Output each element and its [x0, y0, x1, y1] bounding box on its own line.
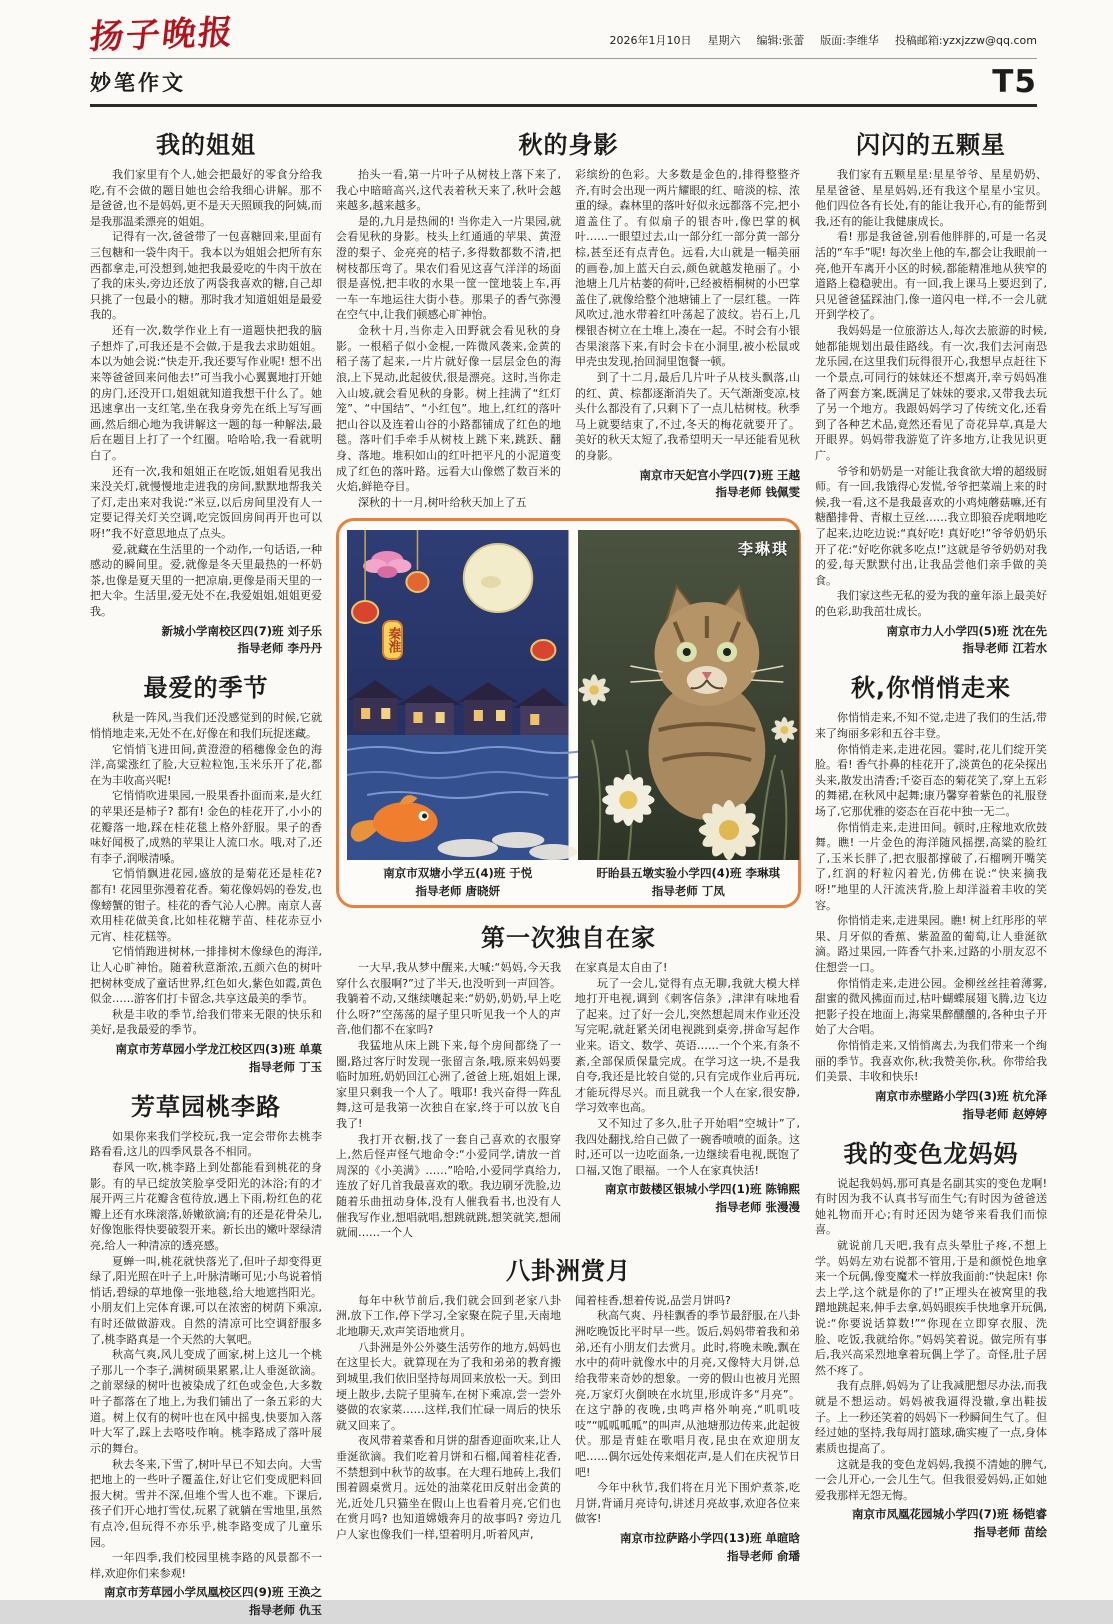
byline-chameleon-mom — [815, 1506, 1047, 1542]
byline-teacher: 指导老师 赵婷婷 — [962, 1106, 1047, 1121]
essay-five-stars — [815, 125, 1047, 658]
byline-autumn-quietly — [815, 1088, 1047, 1124]
artwork-lantern-scene — [347, 530, 569, 860]
artwork-cat-scene — [578, 530, 800, 860]
artwork-cat-caption — [578, 865, 800, 900]
byline-author: 南京市鼓楼区银城小学四(1)班 陈锦熙 — [604, 1182, 800, 1197]
essay-title-moon-viewing: 八卦洲赏月 — [506, 1256, 631, 1285]
artwork-caption-teacher: 指导老师 丁凤 — [651, 883, 725, 898]
byline-teacher: 指导老师 钱佩雯 — [715, 485, 800, 500]
dateline-layout: 版面:李维华 — [820, 34, 879, 47]
byline-teacher: 指导老师 仇玉 — [248, 1603, 322, 1618]
autumn-figure-col2-wrap — [575, 167, 800, 510]
section-row — [90, 59, 1037, 104]
byline-author: 南京市力人小学四(5)班 沈在先 — [886, 623, 1047, 638]
moon-rabbit — [481, 576, 501, 588]
artwork-caption-teacher: 指导老师 唐晓妍 — [415, 883, 500, 898]
dateline-weekday: 星期六 — [707, 34, 741, 47]
byline-autumn-figure — [575, 467, 800, 503]
artist-name-label: 李琳琪 — [737, 540, 789, 559]
middle-column — [336, 115, 801, 1624]
byline-teacher: 指导老师 苗绘 — [973, 1525, 1047, 1540]
byline-teacher: 指导老师 江若水 — [962, 641, 1047, 656]
essay-body-favorite-season: 秋是一阵风,当我们还没感觉到的时候,它就悄悄地走来,无处不在,好像在和我们玩捉迷藏。 它悄悄飞进田间,黄澄澄的稻穗像金色的海洋,高粱涨红了脸,大豆粒粒饱,玉米乐开了花,都在为丰收高兴呢! 它悄悄吹进果园,一股果香扑面而来,是火红的苹果还是柿子? 都有! 金色的桂花开了,小小的花瓣落一地,踩在桂花毯上格外舒服。果子的香味好闻极了,成熟的苹果让人流口水。哦,对了,还有李子,润喉清嗓。 它悄悄飘进花园,盛放的是菊花还是桂花? 都有! 花园里弥漫着花香。菊花像妈妈的卷发,也像螃蟹的钳子。桂花的香气沁人心脾。南京人喜欢用桂花做美食,比如桂花糖芋苗、桂花赤豆小元宵、桂花糕等。 它悄悄跑进树林,一排排树木像绿色的海洋,让人心旷神怡。随着秋意渐浓,五颜六色的树叶把树林变成了童话世界,红色如火,紫色如霞,黄色似金……游客们打卡留念,共享这最美的季节。 秋是丰收的季节,给我们带来无限的快乐和美好,是我最爱的季节。 — [90, 711, 322, 1037]
byline-author: 南京市凤凰花园城小学四(7)班 杨铠睿 — [851, 1507, 1047, 1522]
header-divider-thick — [90, 104, 1037, 107]
artwork-lantern — [347, 530, 569, 900]
header — [87, 10, 1037, 58]
essay-autumn-quietly — [815, 668, 1047, 1123]
byline-my-sister — [90, 623, 322, 659]
essay-chameleon-mom — [815, 1134, 1047, 1542]
essay-title-favorite-season: 最爱的季节 — [143, 674, 269, 703]
essay-title-autumn-figure: 秋的身影 — [518, 131, 619, 159]
essay-moon-viewing — [336, 1293, 801, 1570]
artwork-lantern-image — [347, 530, 569, 860]
byline-favorite-season — [90, 1041, 322, 1077]
byline-author: 南京市拉萨路小学四(13)班 单暄晗 — [619, 1531, 800, 1546]
dateline — [610, 32, 1038, 52]
essay-home-alone — [336, 960, 801, 1241]
essay-title-home-alone: 第一次独自在家 — [481, 923, 656, 952]
autumn-figure-col2: 彩缤纷的色彩。大多数是金色的,排得整整齐齐,有时会出现一两片耀眼的红、暗淡的棕、浓重的绿。森林里的落叶好似永远都落不完,把小道盖住了。有似扇子的银杏叶,像巴掌的枫叶……一眼望过去,山一部分红一部分黄一部分棕,甚至还有点青色。远看,大山就是一幅美丽的画卷,加上蓝天白云,颜色就越发艳丽了。小池塘上几片枯萎的荷叶,已经被梧桐树的小巴掌盖住了,就像给整个池塘铺上了一层红毯。一阵风吹过,池水带着红叶荡起了波纹。岩石上,几棵银杏树立在土堆上,凑在一起。不时会有小银杏果滚落下来,有时会卡在小洞里,被小松鼠或甲壳虫发现,抬回洞里饱餐一顿。 到了十二月,最后几片叶子从枝头飘落,山的红、黄、棕都逐渐消失了。天气渐渐变凉,枝头什么都没有了,只剩下了一点儿枯树枝。秋季马上就要结束了,不过,冬天的梅花就要开了。美好的秋天太短了,我希望明天一早还能看见秋的身影。 — [575, 168, 800, 462]
byline-author: 南京市芳草园小学凤凰校区四(9)班 王涣之 — [103, 1585, 322, 1600]
artwork-caption-author: 南京市双塘小学五(4)班 于悦 — [383, 866, 533, 881]
essay-body-autumn-quietly: 你悄悄走来,不知不觉,走进了我们的生活,带来了绚丽多彩和五谷丰登。 你悄悄走来,走进花园。霎时,花儿们绽开笑脸。看! 香气扑鼻的桂花开了,淡黄色的花朵探出头来,散发出清香;千姿百态的菊花笑了,穿上五彩的舞裙,在秋风中起舞;康乃馨穿着紫色的礼服登场了,它那优雅的姿态在百花中独一无二。 你悄悄走来,走进田间。顿时,庄稼地欢欣鼓舞。瞧! 一片金色的海洋随风摇摆,高粱的脸红了,玉米长胖了,把衣服都撑破了,石榴咧开嘴笑了,红润的籽粒闪着光,仿佛在说:“快来摘我呀!”地里的人汗流浃背,脸上却洋溢着丰收的笑容。 你悄悄走来,走进果园。瞧! 树上红彤彤的苹果、月牙似的香蕉、紫盈盈的葡萄,让人垂涎欲滴。路过果园,一阵香气扑来,过路的小朋友忍不住想尝一口。 你悄悄走来,走进公园。金柳丝丝挂着薄雾,甜蜜的微风拂面而过,枯叶蝴蝶展翅飞腾,边飞边把影子投在地面上,海棠果醉醺醺的,各种虫子开始了大合唱。 你悄悄走来,又悄悄离去,为我们带来一个绚丽的季节。我喜欢你,秋;我赞美你,秋。你带给我们美景、丰收和快乐! — [815, 711, 1047, 1084]
essay-favorite-season — [90, 668, 322, 1076]
byline-teacher: 指导老师 李丹丹 — [237, 641, 322, 656]
dateline-email: 投稿邮箱:yzxjzzw@qq.com — [894, 34, 1037, 47]
essay-title-my-sister: 我的姐姐 — [156, 131, 256, 159]
essay-my-sister — [90, 125, 322, 658]
essay-body-taoli-road: 如果你来我们学校玩,我一定会带你去桃李路看看,这儿的四季风景各不相同。 春风一吹,桃李路上到处都能看到桃花的身影。有的早已绽放笑脸享受阳光的沐浴;有的才展开两三片花瓣含苞待放,遇上下雨,粉红色的花瓣上还有水珠滚落,娇嫩欲滴;有的还是花骨朵儿,好像饱胀得快要破裂开来。新长出的嫩叶翠绿清亮,给人一种清凉的透亮感。 夏蝉一叫,桃花就快落光了,但叶子却变得更绿了,阳光照在叶子上,叶脉清晰可见;小鸟说着悄悄话,碧绿的草地像一张地毯,给大地遮挡阳光。小朋友们上完体育课,可以在浓密的树荫下乘凉,有时还做做游戏。自然的清凉可比空调舒服多了,桃李路真是一个天然的大氧吧。 秋高气爽,风儿变成了画家,树上这儿一个桃子那儿一个李子,满树硕果累累,让人垂涎欲滴。之前翠绿的树叶也被染成了红色或金色,大多数叶子都落在了地上,为我们铺出了一条五彩的大道。树上仅有的树叶也在风中摇曳,快要加入落叶大军了,踩上去咯吱作响。桃李路成了落叶展示的舞台。 秋去冬来,下雪了,树叶早已不知去向。大雪把地上的一些叶子覆盖住,好让它们变成肥料回报大树。雪并不深,但堆个雪人也不难。下课后,孩子们开心地打雪仗,玩累了就躺在雪地里,虽然有点冷,但玩得不亦乐乎,桃李路变成了儿童乐园。 一年四季,我们校园里桃李路的风景都不一样,欢迎你们来参观! — [90, 1129, 322, 1580]
byline-author: 南京市芳草园小学龙江校区四(3)班 单菓 — [115, 1042, 322, 1057]
artwork-cat-image — [578, 530, 800, 860]
byline-teacher: 指导老师 张漫漫 — [715, 1200, 800, 1215]
byline-author: 新城小学南校区四(7)班 刘子乐 — [161, 623, 322, 638]
page-number: T5 — [992, 64, 1037, 100]
moon-viewing-col1: 每年中秋节前后,我们就会回到老家八卦洲,放下工作,停下学习,全家聚在院子里,天南地北地聊天,欢声笑语地赏月。 八卦洲是外公外婆生活劳作的地方,妈妈也在这里长大。就算现在为了我和弟弟的教育搬到城里,我们依旧坚持每周回来放松一天。到田埂上散步,去院子里骑车,在树下乘凉,尝一尝外婆做的农家菜……这样,我们忙碌一周后的快乐就又回来了。 夜风带着菜香和月饼的甜香迎面吹来,让人垂涎欲滴。我们吃着月饼和石榴,闻着桂花香,不禁想到中秋节的故事。在大理石地砖上,我们围着圆桌赏月。远处的油菜花田反射出金黄的光,近处几只猫坐在假山上也看着月亮,它们也在赏月吗? 也知道嫦娥奔月的故事吗? 旁边几户人家也像我们一样,望着明月,听着风声, — [336, 1293, 561, 1542]
artwork-cat — [578, 530, 800, 900]
dateline-date: 2026年1月10日 — [609, 34, 692, 47]
essay-title-taoli-road: 芳草园桃李路 — [131, 1092, 281, 1121]
moon-viewing-col2: 闻着桂香,想着传说,品尝月饼吗? 秋高气爽、丹桂飘香的季节最舒服,在八卦洲吃晚饭比平时早一些。饭后,妈妈带着我和弟弟,还有小朋友们去赏月。此时,将晚未晚,飘在水中的荷叶就像水中的月亮,又像特大月饼,总给我带来奇妙的想象。一旁的假山也被月光照亮,万家灯火倒映在水坑里,形成许多“月亮”。在这宁静的夜晚,虫鸣声格外响亮,“叽叽吱吱”“呱呱呱呱”的叫声,从池塘那边传来,此起彼伏。那是青蛙在歌唱月夜,昆虫在欢迎朋友吧……偶尔远处传来烟花声,是人们在庆祝节日吧! 今年中秋节,我们将在月光下围炉煮茶,吃月饼,背诵月亮诗句,讲述月亮故事,欢迎各位来做客! — [575, 1293, 800, 1526]
byline-five-stars — [815, 623, 1047, 659]
essay-autumn-figure — [336, 167, 801, 510]
home-alone-col2-wrap — [575, 960, 800, 1241]
section-title: 妙笔作文 — [90, 71, 186, 95]
byline-author: 南京市赤壁路小学四(3)班 杭允泽 — [874, 1088, 1047, 1103]
home-alone-col1: 一大早,我从梦中醒来,大喊:“妈妈,今天我穿什么衣服啊?”过了半天,也没听到一声回答。我躺着不动,又继续嚷起来:“奶奶,奶奶,早上吃什么呀?”空荡荡的屋子里只听见我一个人的声音,他们都不在家吗? 我猛地从床上跳下来,每个房间都绕了一圈,路过客厅时发现一张留言条,哦,原来妈妈要临时加班,奶奶回江心洲了,爸爸上班,姐姐上课,家里只剩我一个人了。哦耶! 我兴奋得一阵乱舞,这可是我第一次独自在家,终于可以放飞自我了! 我打开衣橱,找了一套自己喜欢的衣服穿上,然后怪声怪气地命令:“小爱同学,请放一首周深的《小美满》……”哈哈,小爱同学真给力,连放了好几首我最喜欢的歌。我边刷牙洗脸,边随着乐曲扭动身体,没有人催我看书,也没有人催我写作业,想唱就唱,想跳就跳,想笑就笑,想闹就闹……一个人 — [336, 960, 561, 1240]
byline-teacher: 指导老师 俞璠 — [726, 1548, 800, 1563]
left-column — [90, 115, 322, 1624]
home-alone-col2: 在家真是太自由了! 玩了一会儿,觉得有点无聊,我就大模大样地打开电视,调到《刺客信条》,津津有味地看了起来。过了好一会儿,突然想起周末作业还没写完呢,就赶紧关闭电视跳到桌旁,拼命写起作业来。语文、数学、英语……一个个来,有条不紊,全部保质保量完成。在学习这一块,不是我自夸,我还是比较自觉的,只有完成作业后再玩,才能玩得尽兴。而且就我一个人在家,很安静,学习效率也高。 又不知过了多久,肚子开始唱“空城计”了,我四处翻找,给自己做了一碗香喷喷的面条。这时,还可以一边吃面条,一边继续看电视,既饱了口福,又饱了眼福。一个人在家真快活! — [575, 960, 800, 1177]
essay-taoli-road — [90, 1087, 322, 1620]
moon-viewing-col2-wrap — [575, 1293, 800, 1570]
student-artwork-frame — [336, 518, 801, 908]
essay-body-my-sister: 我们家里有个人,她会把最好的零食分给我吃,有不会做的题目她也会给我细心讲解。那不是爸爸,也不是妈妈,更不是天天照顾我的阿姨,而是我那温柔漂亮的姐姐。 记得有一次,爸爸带了一包喜糖回来,里面有三包糖和一袋牛肉干。我本以为姐姐会把所有东西都拿走,可没想到,她把我最爱吃的牛肉干放在了我的床头,旁边还放了两袋我喜欢的糖,自己却只挑了一包最小的糖。那时我才知道姐姐是最爱我的。 还有一次,数学作业上有一道题快把我的脑子想炸了,可我还是不会做,于是我去求助姐姐。本以为她会说:“快走开,我还要写作业呢! 想不出来等爸爸回来问他去!”可当我小心翼翼地打开她的房门,还没开口,姐姐就知道我想干什么了。她迅速拿出一支红笔,坐在我身旁先在纸上写写画画,然后细心地为我讲解这一题的每一种解法,最后在题目上打了一个红圈。哈哈哈,我一看就明白了。 还有一次,我和姐姐正在吃饭,姐姐看见我出来没关灯,就慢慢地走进我的房间,默默地帮我关了灯,走出来对我说:“米豆,以后房间里没有人一定要记得关灯关空调,吃完饭回房间再开也可以呀!”我不好意思地点了点头。 爱,就藏在生活里的一个动作,一句话语,一种感动的瞬间里。爱,就像是冬天里最热的一杯奶茶,也像是夏天里的一把凉扇,更像是雨天里的一把大伞。生活里,爱无处不在,我爱姐姐,姐姐更爱我。 — [90, 168, 322, 619]
essay-title-chameleon-mom: 我的变色龙妈妈 — [843, 1139, 1019, 1168]
byline-teacher: 指导老师 丁玉 — [248, 1059, 322, 1074]
dateline-editor: 编辑:张蕾 — [756, 34, 805, 47]
essay-title-autumn-quietly: 秋,你悄悄走来 — [850, 674, 1012, 703]
essay-title-five-stars: 闪闪的五颗星 — [856, 131, 1006, 159]
essay-body-five-stars: 我们家有五颗星星:星星爷爷、星星奶奶、星星爸爸、星星妈妈,还有我这个星星小宝贝。他们四位各有长处,有的能让我开心,有的能帮到我,还有的能让我健康成长。 看! 那是我爸爸,别看他胖胖的,可是一名灵活的“车手”呢! 每次坐上他的车,都会让我眼前一亮,他开车离开小区的时候,都能精准地从狭窄的道路上稳稳驶出。有一回,我上课马上要迟到了,只见爸爸猛踩油门,像一道闪电一样,不一会儿就开到学校了。 我妈妈是一位旅游达人,每次去旅游的时候,她都能规划出最佳路线。有一次,我们去河南恐龙乐园,在这里我们玩得很开心,我想早点赶往下一个景点,可同行的妹妹还不想离开,幸亏妈妈准备了两套方案,既满足了妹妹的要求,又带我去玩了另一个地方。我跟妈妈学习了传统文化,还看到了各种艺术品,竟然还看见了奇花异草,真是大开眼界。妈妈带我游览了许多地方,让我见识更广。 爷爷和奶奶是一对能让我食欲大增的超级厨师。有一回,我饿得心发慌,爷爷把菜端上来的时候,我一看,这不是我最喜欢的小鸡炖蘑菇嘛,还有糖醋排骨、青椒土豆丝……我立即狼吞虎咽地吃了起来,边吃边说:“真好吃! 真好吃!”爷爷奶奶乐开了花:“好吃你就多吃点!”这就是爷爷奶奶对我的爱,每天默默付出,让我品尝他们亲手做的美食。 我们家这些无私的爱为我的童年添上最美好的色彩,助我茁壮成长。 — [815, 168, 1047, 619]
qinhuai-lantern-label: 秦淮 — [382, 620, 403, 660]
artwork-caption-author: 盱眙县五墩实验小学四(4)班 李琳琪 — [596, 866, 780, 881]
autumn-figure-col1: 抬头一看,第一片叶子从树枝上落下来了,我心中暗暗高兴,这代表着秋天来了,秋叶会越来越多,越来越多。 是的,九月是热闹的! 当你走入一片果园,就会看见秋的身影。枝头上红通通的苹果、黄澄澄的梨子、金亮亮的桔子,多得数都数不清,把树枝都压弯了。果农们看见这喜气洋洋的场面很是喜悦,把丰收的水果一筐一筐地装上车,再一车一车地运往大街小巷。那果子的香气弥漫在空气中,让我们顿感心旷神怡。 金秋十月,当你走入田野就会看见秋的身影。一根稻子似小金棍,一阵微风袭来,金黄的稻子荡了起来,一片片就好像一层层金色的海浪,上下晃动,此起彼伏,很是漂亮。这时,当你走入山坡,就会看见秋的身影。树上挂满了“红灯笼”、“中国结”、“小红包”。地上,红红的落叶把山谷以及连着山谷的小路都铺成了红色的地毯。落叶们手牵手从树枝上跳下来,跳跃、翻身、落地。堆积如山的红叶把平凡的小泥道变成了红色的落叶路。远看大山像燃了数百米的火焰,鲜艳夺目。 深秋的十一月,树叶给秋天加上了五 — [336, 168, 561, 509]
byline-author: 南京市天妃宫小学四(7)班 王越 — [639, 467, 800, 482]
masthead-logo: 扬子晚报 — [87, 12, 237, 58]
essay-body-chameleon-mom: 说起我妈妈,那可真是名副其实的变色龙啊! 有时因为我不认真书写而生气;有时因为爸爸送她礼物而开心;有时还因为姥爷来看我们而惊喜。 就说前几天吧,我有点头晕肚子疼,不想上学。妈妈左劝右说都不管用,于是和颜悦色地拿来一个玩偶,像变魔术一样放我面前:“快起床! 你去上学,这个就是你的了!”正埋头在被窝里的我蹭地跳起来,伸手去拿,妈妈眼疾手快地拿开玩偶,说:“你要说话算数!”“你现在立即穿衣服、洗脸、吃饭,我就给你。”妈妈笑着说。做完所有事后,我兴高采烈地拿着玩偶上学了。奇怪,肚子居然不疼了。 我有点胖,妈妈为了让我减肥想尽办法,而我就是不想运动。妈妈被我逼得没辙,拿出鞋拔子。上一秒还笑着的妈妈下一秒瞬间生气了。但经过她的坚持,我每周打篮球,确实瘦了一点,身体素质也提高了。 这就是我的变色龙妈妈,我摸不清她的脾气,一会儿开心,一会儿生气。但我很爱妈妈,正如她爱我那样无怨无悔。 — [815, 1176, 1047, 1502]
byline-taoli-road — [90, 1584, 322, 1620]
byline-moon-viewing — [575, 1530, 800, 1566]
byline-home-alone — [575, 1181, 800, 1217]
right-column — [815, 115, 1047, 1624]
artwork-lantern-caption — [347, 865, 569, 900]
